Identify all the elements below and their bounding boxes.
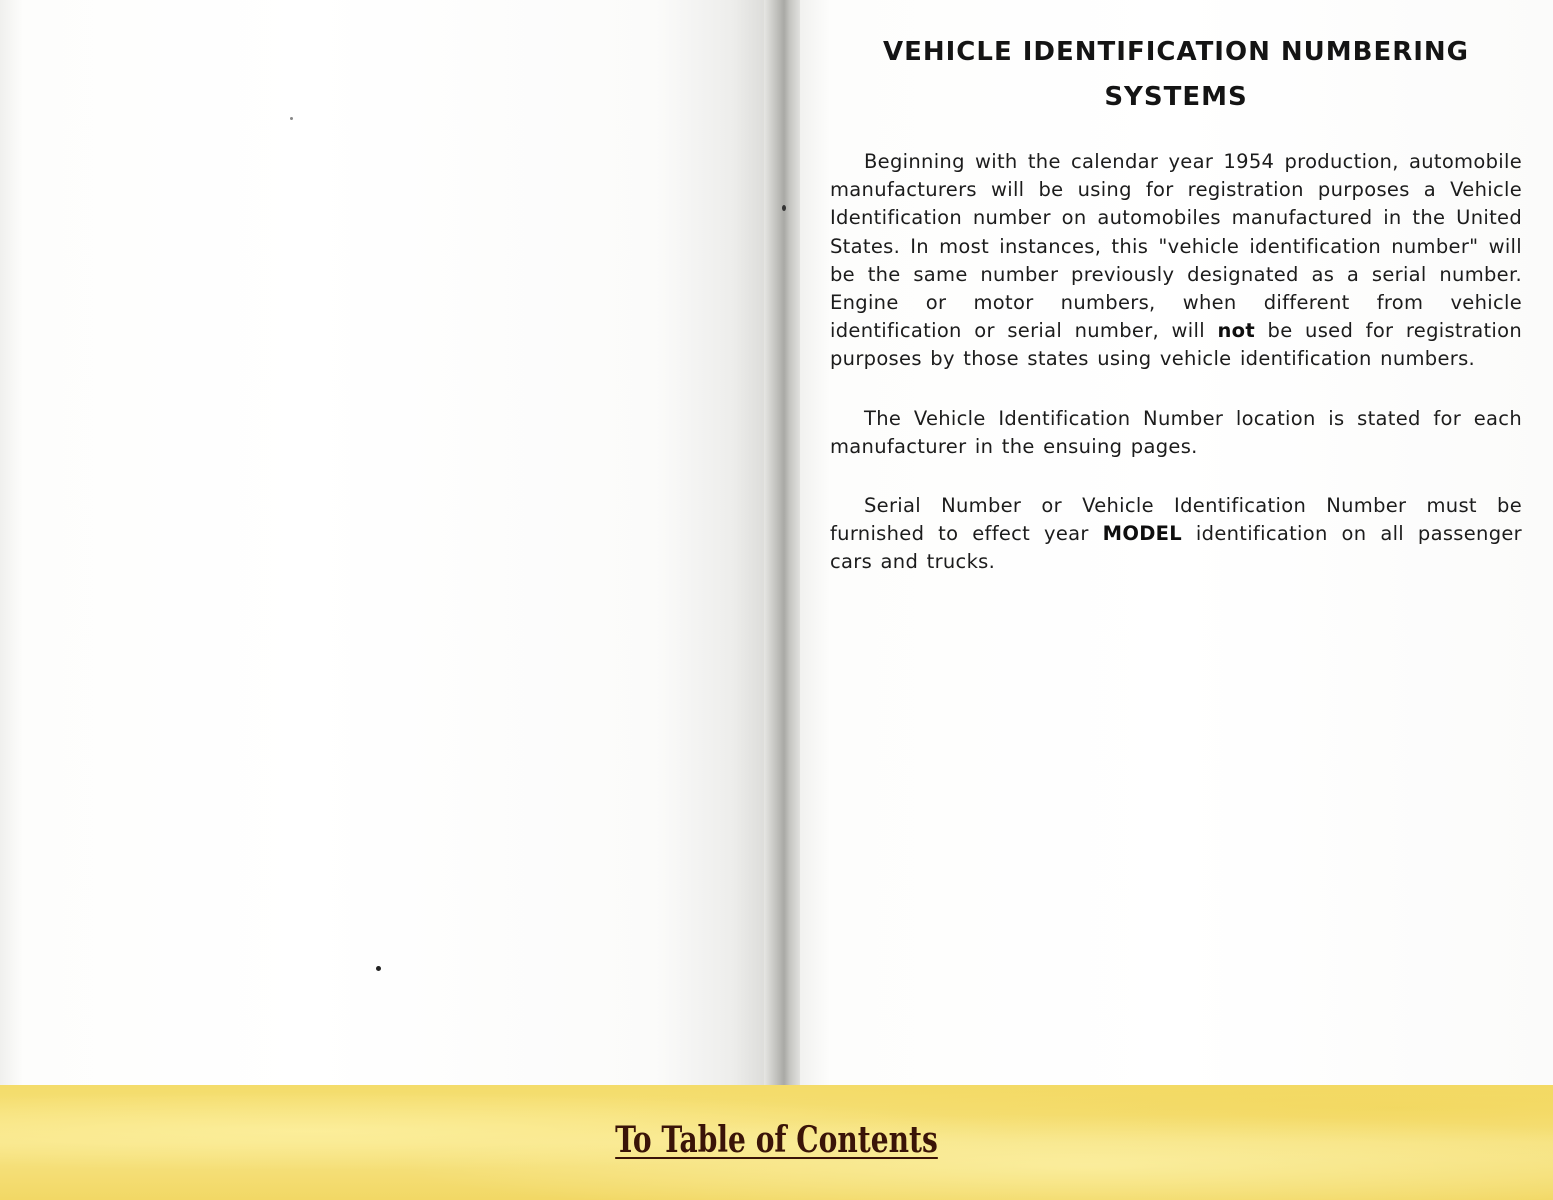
page-title [830, 30, 1522, 120]
book-gutter [764, 0, 804, 1085]
table-of-contents-link[interactable]: To Table of Contents [615, 1119, 938, 1161]
ink-speck [782, 205, 786, 211]
paragraph-3 [830, 492, 1522, 577]
paragraph-3-text: Serial Number or Vehicle Identification Number must be furnished to effect year [830, 494, 1522, 546]
paragraph-1-text-end: be used for registration purposes by those states using vehicle identification numbers. [830, 319, 1522, 371]
paragraph-2: The Vehicle Identification Number location is stated for each manufacturer in the ensuing pages. [830, 406, 1522, 458]
ink-speck [290, 117, 293, 120]
title-line-2: SYSTEMS [1104, 82, 1248, 112]
left-page [0, 0, 772, 1085]
paragraph-3-bold: MODEL [1102, 522, 1183, 546]
paragraph-1 [830, 148, 1522, 374]
page-content [830, 30, 1522, 608]
paragraph-3-text-end: identification on all passenger cars and trucks. [830, 522, 1522, 574]
title-line-1: VEHICLE IDENTIFICATION NUMBERING [882, 37, 1470, 67]
footer-bar [0, 1085, 1553, 1200]
ink-speck [376, 966, 381, 971]
paragraph-1-bold: not [1217, 319, 1255, 343]
paragraph-1-text: Beginning with the calendar year 1954 production, automobile manufacturers will be using for registration purposes a Vehicle Identification number on automobiles manufactured in the United States. In most instances, this "vehicle identification number" will be the same number previously designated as a serial number. Engine or motor numbers, when different from vehicle identification or serial number, will [830, 150, 1522, 343]
